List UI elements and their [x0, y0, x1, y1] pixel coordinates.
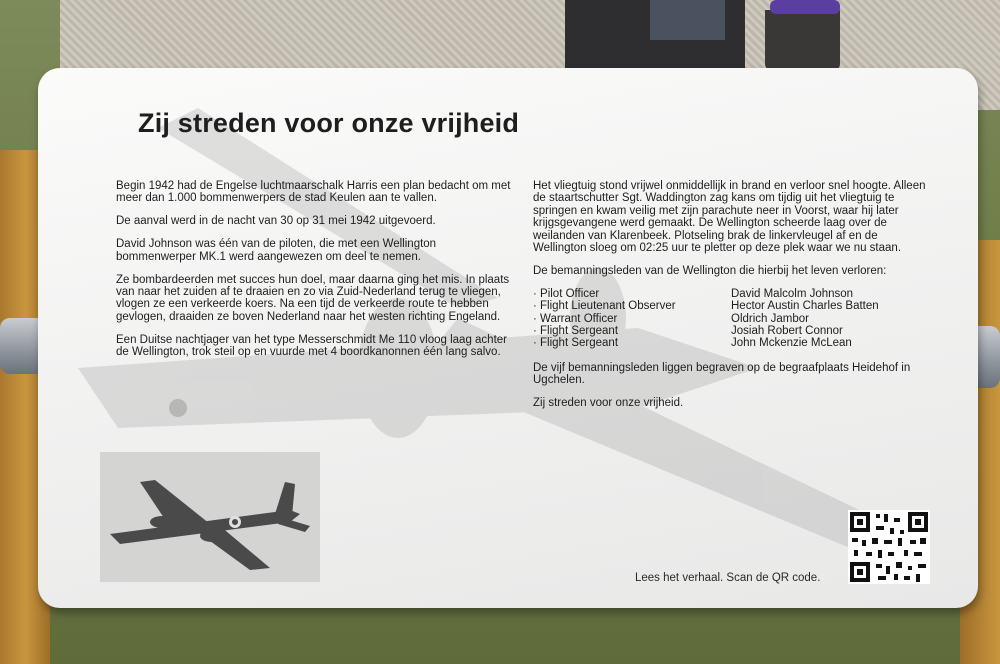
crew-name: Oldrich Jambor [731, 312, 809, 325]
flowers [770, 0, 840, 14]
crew-rank: · Warrant Officer [533, 312, 618, 325]
plaque-title: Zij streden voor onze vrijheid [138, 108, 520, 138]
crew-list [533, 288, 933, 350]
paragraph-david-johnson: David Johnson was één van de piloten, die met een Wellington bommenwerper MK.1 werd aangewezen om deel te nemen. [116, 238, 437, 263]
memorial-stone-plate [650, 0, 725, 40]
paragraph-attack-date: De aanval werd in de nacht van 30 op 31 mei 1942 uitgevoerd. [116, 215, 436, 228]
paragraph-harris-plan: Begin 1942 had de Engelse luchtmaarschalk Harris een plan bedacht om met meer dan 1.000 bommenwerpers de stad Keulen aan te vallen. [116, 180, 511, 205]
crew-rank: · Flight Sergeant [533, 337, 619, 350]
qr-instruction-text: Lees het verhaal. Scan de QR code. [635, 572, 821, 584]
crew-rank: · Pilot Officer [533, 287, 600, 300]
crew-name: Josiah Robert Connor [731, 325, 843, 338]
crew-name: John Mckenzie McLean [731, 337, 852, 350]
crew-name: David Malcolm Johnson [731, 287, 854, 300]
wellington-bomber-photo [100, 452, 320, 582]
qr-code-icon[interactable] [848, 510, 930, 584]
crew-intro: De bemanningsleden van de Wellington die hierbij het leven verloren: [533, 264, 887, 277]
paragraph-burial: De vijf bemanningsleden liggen begraven op de begraafplaats Heidehof in Ugchelen. [533, 361, 911, 387]
memorial-plaque [38, 68, 978, 608]
paragraph-night-fighter: Een Duitse nachtjager van het type Messerschmidt Me 110 vloog laag achter de Wellington, trok steil op en vuurde met 4 boordkanonnen één lang salvo. [116, 333, 507, 359]
crew-rank: · Flight Lieutenant Observer [533, 300, 676, 313]
bomber-silhouette-icon [100, 452, 320, 582]
paragraph-crash: Het vliegtuig stond vrijwel onmiddellijk in brand en verloor snel hoogte. Alleen de staartschutter Sgt. Waddington zag kans om tijdig uit het vliegtuig te springen en kwam veilig met zijn parachute neer in Voorst, waar hij later krijgsgevangene werd gemaakt. De Wellington scheerde laag over de weilanden van Klarenbeek. Plotseling brak de linkervleugel af en de Wellington sloeg om 02:25 uur te pletter op deze plek waar we nu staan. [533, 180, 926, 255]
crew-rank: · Flight Sergeant [533, 325, 619, 338]
crew-name: Hector Austin Charles Batten [731, 300, 879, 313]
left-text-column [116, 180, 516, 369]
flower-pot [765, 10, 840, 70]
closing-line: Zij streden voor onze vrijheid. [533, 397, 684, 410]
paragraph-wrong-course: Ze bombardeerden met succes hun doel, maar daarna ging het mis. In plaats van naar het zuiden af te draaien en zo via Zuid-Nederland terug te vliegen, vlogen ze een verkeerde koers. Na een tijd de verkeerde route te hebben gevlogen, draaiden ze boven Nederland naar het westen richting Engeland. [116, 273, 510, 323]
right-text-column [533, 180, 933, 420]
